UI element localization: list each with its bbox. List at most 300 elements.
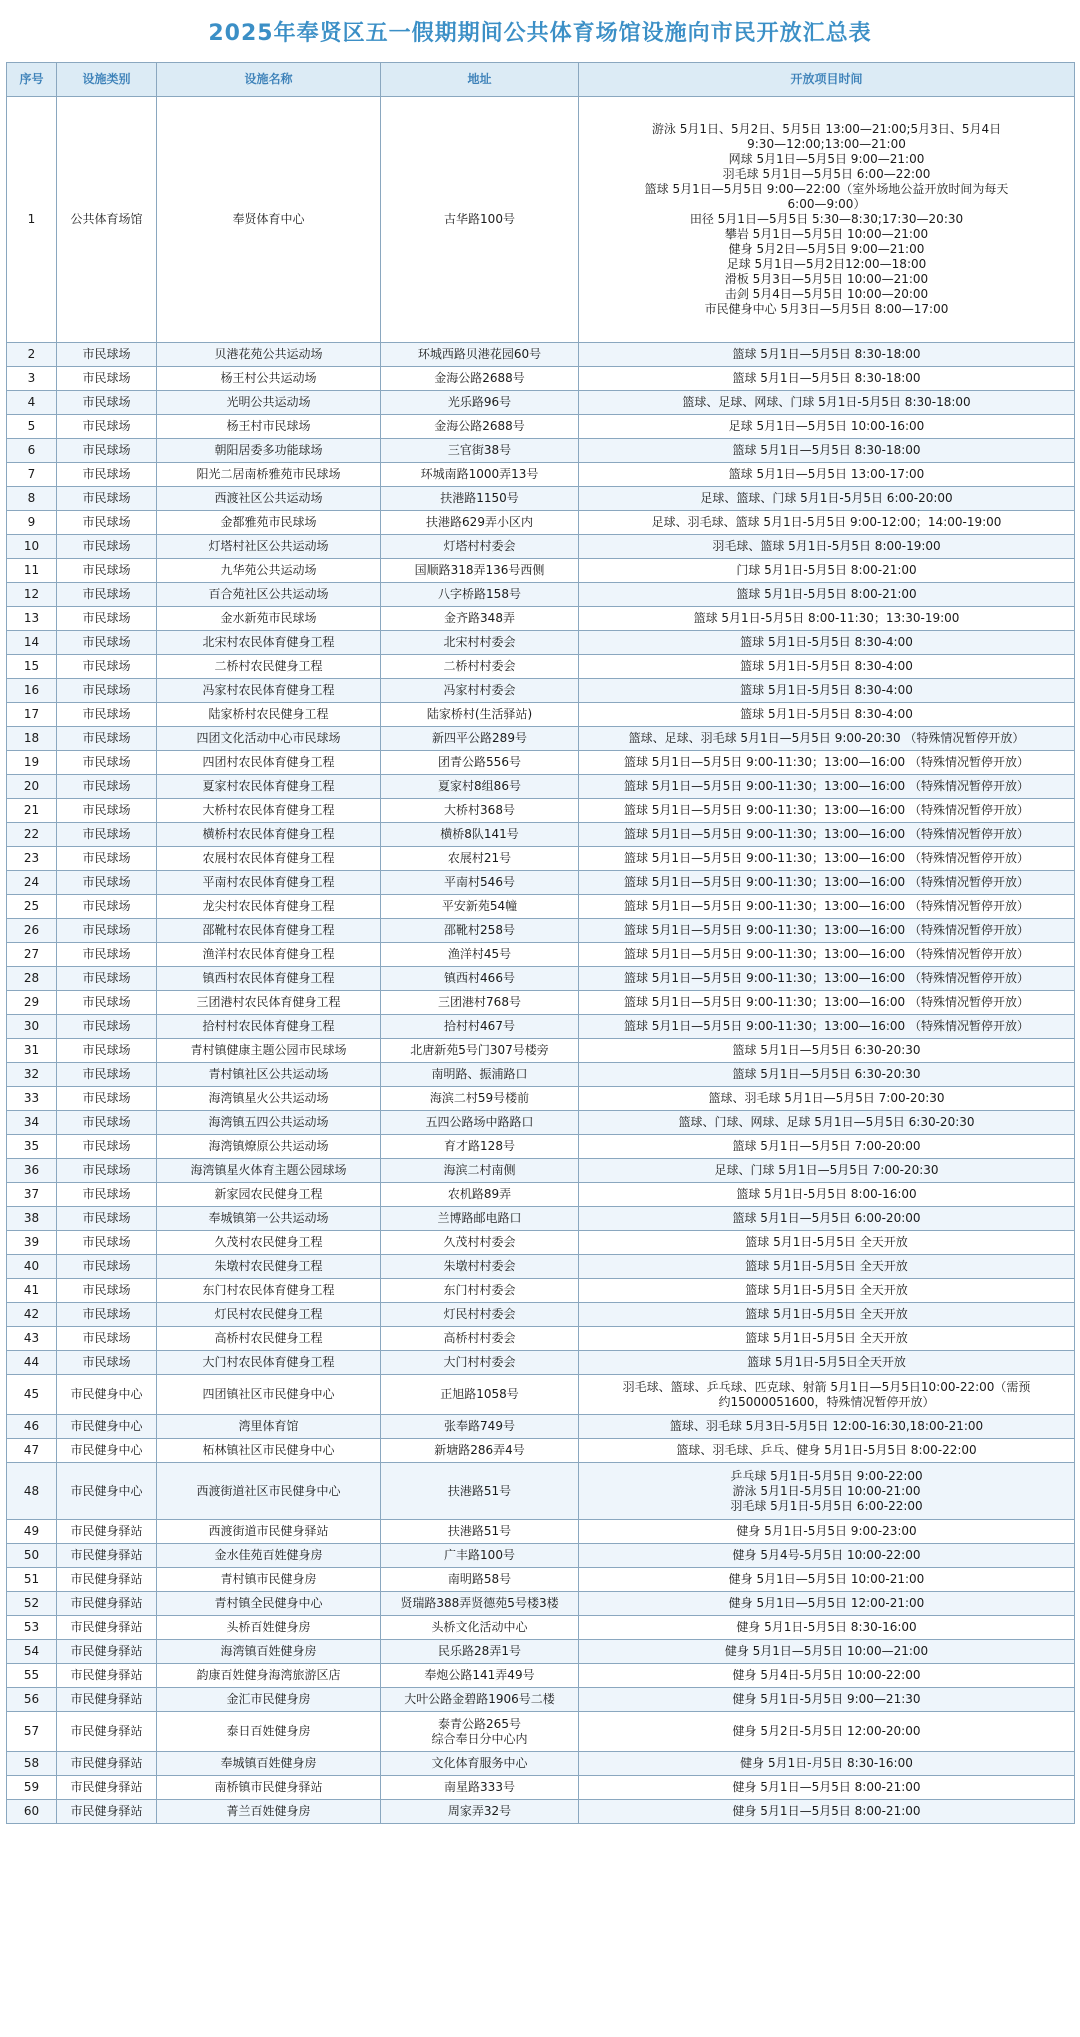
facility-name: 贝港花苑公共运动场	[157, 343, 381, 367]
address-line: 民乐路28弄1号	[438, 1644, 521, 1658]
facility-address	[381, 1544, 579, 1568]
address-line: 八字桥路158号	[438, 587, 521, 601]
row-number: 11	[7, 559, 57, 583]
facility-address	[381, 895, 579, 919]
address-line: 海滨二村59号楼前	[429, 1091, 530, 1105]
facility-name: 光明公共运动场	[157, 391, 381, 415]
facility-address	[381, 655, 579, 679]
opening-hours	[579, 463, 1075, 487]
opening-hours	[579, 727, 1075, 751]
row-number: 32	[7, 1063, 57, 1087]
facility-address	[381, 1568, 579, 1592]
table-row	[7, 991, 1075, 1015]
hours-line: 篮球 5月1日—5月5日 9:00-11:30；13:00—16:00 （特殊情况暂停开放）	[623, 779, 1029, 793]
facility-address	[381, 1279, 579, 1303]
facility-category: 市民球场	[57, 463, 157, 487]
opening-hours	[579, 919, 1075, 943]
row-number: 47	[7, 1439, 57, 1463]
facility-category: 市民球场	[57, 871, 157, 895]
facility-address	[381, 871, 579, 895]
address-line: 三团港村768号	[438, 995, 521, 1009]
row-number: 2	[7, 343, 57, 367]
row-number: 59	[7, 1776, 57, 1800]
row-number: 6	[7, 439, 57, 463]
facility-address	[381, 1039, 579, 1063]
hours-line: 网球 5月1日—5月5日 9:00—21:00	[728, 152, 925, 166]
table-row	[7, 799, 1075, 823]
facility-name: 北宋村农民体育健身工程	[157, 631, 381, 655]
hours-line: 篮球 5月1日—5月5日 13:00-17:00	[728, 467, 925, 481]
facility-name: 海湾镇燎原公共运动场	[157, 1135, 381, 1159]
table-row	[7, 1439, 1075, 1463]
facility-category: 市民健身驿站	[57, 1592, 157, 1616]
facility-name: 邵靴村农民体育健身工程	[157, 919, 381, 943]
address-line: 渔洋村45号	[447, 947, 512, 961]
hours-line: 篮球 5月1日—5月5日 9:00-11:30；13:00—16:00 （特殊情况暂停开放）	[623, 827, 1029, 841]
opening-hours	[579, 1800, 1075, 1824]
table-row	[7, 1327, 1075, 1351]
facility-name: 奉贤体育中心	[157, 97, 381, 343]
hours-line: 篮球 5月1日-5月5日 8:30-4:00	[740, 659, 913, 673]
address-line: 农机路89弄	[447, 1187, 512, 1201]
facility-category: 市民健身驿站	[57, 1640, 157, 1664]
facility-address	[381, 775, 579, 799]
hours-line: 篮球 5月1日-5月5日 8:30-4:00	[740, 707, 913, 721]
table-row	[7, 919, 1075, 943]
hours-line: 篮球、门球、网球、足球 5月1日—5月5日 6:30-20:30	[678, 1115, 975, 1129]
facility-category: 市民球场	[57, 919, 157, 943]
facility-category: 市民球场	[57, 559, 157, 583]
table-row	[7, 1183, 1075, 1207]
table-row	[7, 1463, 1075, 1520]
address-line: 金齐路348弄	[444, 611, 515, 625]
address-line: 育才路128号	[444, 1139, 515, 1153]
header-hours: 开放项目时间	[579, 63, 1075, 97]
hours-line: 健身 5月4日-5月5日 10:00-22:00	[732, 1668, 921, 1682]
hours-line: 滑板 5月3日—5月5日 10:00—21:00	[724, 272, 929, 286]
table-row	[7, 391, 1075, 415]
facility-category: 市民健身中心	[57, 1415, 157, 1439]
facility-address	[381, 1255, 579, 1279]
facility-category: 市民球场	[57, 1135, 157, 1159]
opening-hours	[579, 535, 1075, 559]
row-number: 26	[7, 919, 57, 943]
hours-line: 市民健身中心 5月3日—5月5日 8:00—17:00	[704, 302, 949, 316]
facility-name: 东门村农民体育健身工程	[157, 1279, 381, 1303]
row-number: 31	[7, 1039, 57, 1063]
table-body	[7, 97, 1075, 1824]
hours-line: 篮球 5月1日—5月5日 9:00-11:30；13:00—16:00 （特殊情况暂停开放）	[623, 851, 1029, 865]
hours-line: 篮球 5月1日-5月5日 全天开放	[745, 1259, 908, 1273]
facility-category: 市民球场	[57, 703, 157, 727]
row-number: 29	[7, 991, 57, 1015]
address-line: 扶港路629弄小区内	[426, 515, 533, 529]
opening-hours	[579, 703, 1075, 727]
table-row	[7, 751, 1075, 775]
opening-hours	[579, 775, 1075, 799]
address-line: 农展村21号	[447, 851, 512, 865]
table-row	[7, 1592, 1075, 1616]
opening-hours	[579, 1135, 1075, 1159]
hours-line: 篮球 5月1日-5月5日 8:00-21:00	[736, 587, 917, 601]
facility-address	[381, 1800, 579, 1824]
facility-category: 市民球场	[57, 631, 157, 655]
facility-address	[381, 487, 579, 511]
facility-category: 市民球场	[57, 439, 157, 463]
table-row	[7, 1712, 1075, 1752]
address-line: 金海公路2688号	[434, 419, 525, 433]
facility-address	[381, 919, 579, 943]
facility-name: 西渡街道市民健身驿站	[157, 1520, 381, 1544]
address-line: 兰博路邮电路口	[437, 1211, 522, 1225]
facility-address	[381, 823, 579, 847]
hours-line: 健身 5月1日-5月5日 9:00—21:30	[732, 1692, 921, 1706]
opening-hours	[579, 823, 1075, 847]
facility-category: 市民球场	[57, 1207, 157, 1231]
facility-name: 冯家村农民体育健身工程	[157, 679, 381, 703]
row-number: 37	[7, 1183, 57, 1207]
address-line: 团青公路556号	[438, 755, 521, 769]
address-line: 夏家村8组86号	[438, 779, 521, 793]
facility-address	[381, 1463, 579, 1520]
opening-hours	[579, 415, 1075, 439]
summary-table	[6, 62, 1075, 1824]
facility-address	[381, 1063, 579, 1087]
facility-address	[381, 1688, 579, 1712]
table-row	[7, 1135, 1075, 1159]
facility-address	[381, 1415, 579, 1439]
facility-address	[381, 1640, 579, 1664]
opening-hours	[579, 1439, 1075, 1463]
facility-name: 百合苑社区公共运动场	[157, 583, 381, 607]
row-number: 48	[7, 1463, 57, 1520]
table-row	[7, 1568, 1075, 1592]
hours-line: 篮球 5月1日—5月5日 9:00-11:30；13:00—16:00 （特殊情况暂停开放）	[623, 1019, 1029, 1033]
address-line: 东门村村委会	[443, 1283, 516, 1297]
facility-address	[381, 679, 579, 703]
facility-category: 市民球场	[57, 1039, 157, 1063]
table-row	[7, 1111, 1075, 1135]
address-line: 二桥村村委会	[443, 659, 516, 673]
address-line: 平安新苑54幢	[441, 899, 518, 913]
row-number: 46	[7, 1415, 57, 1439]
opening-hours	[579, 607, 1075, 631]
hours-line: 健身 5月1日—5月5日 12:00-21:00	[728, 1596, 925, 1610]
facility-category: 市民球场	[57, 1063, 157, 1087]
facility-name: 平南村农民体育健身工程	[157, 871, 381, 895]
hours-line: 健身 5月1日-月5日 8:30-16:00	[740, 1756, 913, 1770]
facility-address	[381, 1327, 579, 1351]
opening-hours	[579, 343, 1075, 367]
address-line: 北宋村村委会	[443, 635, 516, 649]
hours-line: 篮球 5月1日—5月5日 9:00—22:00（室外场地公益开放时间为每天	[644, 182, 1009, 196]
facility-address	[381, 1712, 579, 1752]
table-row	[7, 1544, 1075, 1568]
hours-line: 羽毛球、篮球 5月1日-5月5日 8:00-19:00	[712, 539, 941, 553]
facility-address	[381, 799, 579, 823]
facility-category: 市民球场	[57, 1087, 157, 1111]
hours-line: 健身 5月1日-5月5日 9:00-23:00	[736, 1524, 917, 1538]
hours-line: 篮球 5月1日—5月5日 6:30-20:30	[732, 1067, 921, 1081]
opening-hours	[579, 1664, 1075, 1688]
facility-name: 四团村农民体育健身工程	[157, 751, 381, 775]
hours-line: 篮球 5月1日-5月5日 8:00-16:00	[736, 1187, 917, 1201]
facility-name: 四团镇社区市民健身中心	[157, 1375, 381, 1415]
facility-category: 市民球场	[57, 1327, 157, 1351]
facility-address	[381, 97, 579, 343]
row-number: 23	[7, 847, 57, 871]
address-line: 广丰路100号	[444, 1548, 515, 1562]
facility-name: 杨王村市民球场	[157, 415, 381, 439]
facility-category: 市民球场	[57, 1231, 157, 1255]
facility-name: 渔洋村农民体育健身工程	[157, 943, 381, 967]
facility-name: 灯塔村社区公共运动场	[157, 535, 381, 559]
opening-hours	[579, 1544, 1075, 1568]
opening-hours	[579, 1351, 1075, 1375]
hours-line: 约15000051600，特殊情况暂停开放）	[718, 1394, 935, 1409]
table-row	[7, 463, 1075, 487]
row-number: 30	[7, 1015, 57, 1039]
table-row	[7, 487, 1075, 511]
facility-name: 海湾镇五四公共运动场	[157, 1111, 381, 1135]
table-row	[7, 343, 1075, 367]
address-line: 拾村村467号	[444, 1019, 515, 1033]
facility-name: 海湾镇星火体育主题公园球场	[157, 1159, 381, 1183]
header-category: 设施类别	[57, 63, 157, 97]
opening-hours	[579, 1640, 1075, 1664]
address-line: 大门村村委会	[443, 1355, 516, 1369]
opening-hours	[579, 511, 1075, 535]
facility-name: 拾村村农民体育健身工程	[157, 1015, 381, 1039]
table-row	[7, 1087, 1075, 1111]
facility-name: 海湾镇星火公共运动场	[157, 1087, 381, 1111]
facility-name: 农展村农民体育健身工程	[157, 847, 381, 871]
hours-line: 击剑 5月4日—5月5日 10:00—20:00	[724, 287, 929, 301]
facility-name: 朝阳居委多功能球场	[157, 439, 381, 463]
address-line: 久茂村村委会	[443, 1235, 516, 1249]
facility-category: 市民球场	[57, 655, 157, 679]
hours-line: 健身 5月4号-5月5日 10:00-22:00	[732, 1548, 921, 1562]
facility-category: 市民健身驿站	[57, 1688, 157, 1712]
hours-line: 足球、篮球、门球 5月1日-5月5日 6:00-20:00	[700, 491, 953, 505]
table-row	[7, 1688, 1075, 1712]
opening-hours	[579, 1183, 1075, 1207]
opening-hours	[579, 1327, 1075, 1351]
hours-line: 篮球 5月1日—5月5日 8:30-18:00	[732, 443, 921, 457]
hours-line: 篮球 5月1日—5月5日 9:00-11:30；13:00—16:00 （特殊情况暂停开放）	[623, 755, 1029, 769]
opening-hours	[579, 583, 1075, 607]
facility-category: 市民球场	[57, 751, 157, 775]
address-line: 周家弄32号	[447, 1804, 512, 1818]
hours-line: 9:30—12:00;13:00—21:00	[747, 137, 906, 151]
facility-category: 市民球场	[57, 391, 157, 415]
address-line: 大叶公路金碧路1906号二楼	[404, 1692, 555, 1706]
facility-address	[381, 1776, 579, 1800]
table-row	[7, 1207, 1075, 1231]
facility-name: 大桥村农民体育健身工程	[157, 799, 381, 823]
table-row	[7, 607, 1075, 631]
facility-category: 市民球场	[57, 991, 157, 1015]
facility-name: 龙尖村农民体育健身工程	[157, 895, 381, 919]
row-number: 18	[7, 727, 57, 751]
facility-address	[381, 1752, 579, 1776]
table-row	[7, 871, 1075, 895]
hours-line: 篮球、足球、羽毛球 5月1日—5月5日 9:00-20:30 （特殊情况暂停开放）	[628, 731, 1025, 745]
hours-line: 健身 5月1日-5月5日 8:30-16:00	[736, 1620, 917, 1634]
facility-category: 市民健身中心	[57, 1463, 157, 1520]
facility-name: 奉城镇第一公共运动场	[157, 1207, 381, 1231]
facility-name: 青村镇社区公共运动场	[157, 1063, 381, 1087]
table-row	[7, 511, 1075, 535]
table-row	[7, 655, 1075, 679]
address-line: 南明路58号	[447, 1572, 512, 1586]
facility-category: 市民健身驿站	[57, 1712, 157, 1752]
hours-line: 健身 5月1日—5月5日 10:00—21:00	[724, 1644, 929, 1658]
hours-line: 攀岩 5月1日—5月5日 10:00—21:00	[724, 227, 929, 241]
header-row	[7, 63, 1075, 97]
facility-category: 市民健身中心	[57, 1439, 157, 1463]
address-line: 头桥文化活动中心	[431, 1620, 528, 1634]
table-row	[7, 367, 1075, 391]
hours-line: 健身 5月2日—5月5日 9:00—21:00	[728, 242, 925, 256]
address-line: 环城西路贝港花园60号	[417, 347, 542, 361]
hours-line: 足球 5月1日—5月5日 10:00-16:00	[728, 419, 925, 433]
address-line: 南星路333号	[444, 1780, 515, 1794]
table-row	[7, 943, 1075, 967]
hours-line: 篮球 5月1日—5月5日 9:00-11:30；13:00—16:00 （特殊情况暂停开放）	[623, 803, 1029, 817]
opening-hours	[579, 631, 1075, 655]
address-line: 新塘路286弄4号	[434, 1443, 525, 1457]
facility-address	[381, 391, 579, 415]
facility-address	[381, 1439, 579, 1463]
address-line: 海滨二村南侧	[443, 1163, 516, 1177]
facility-name: 高桥村农民健身工程	[157, 1327, 381, 1351]
facility-category: 市民球场	[57, 1351, 157, 1375]
facility-category: 市民健身驿站	[57, 1568, 157, 1592]
hours-line: 篮球 5月1日-5月5日全天开放	[747, 1355, 906, 1369]
opening-hours	[579, 1111, 1075, 1135]
table-row	[7, 1039, 1075, 1063]
hours-line: 游泳 5月1日-5月5日 10:00-21:00	[732, 1483, 921, 1498]
row-number: 24	[7, 871, 57, 895]
row-number: 4	[7, 391, 57, 415]
row-number: 25	[7, 895, 57, 919]
hours-line: 羽毛球、篮球、乒乓球、匹克球、射箭 5月1日—5月5日10:00-22:00（需预	[622, 1379, 1031, 1394]
hours-line: 门球 5月1日-5月5日 8:00-21:00	[736, 563, 917, 577]
row-number: 52	[7, 1592, 57, 1616]
facility-name: 灯民村农民健身工程	[157, 1303, 381, 1327]
hours-line: 篮球 5月1日—5月5日 7:00-20:00	[732, 1139, 921, 1153]
opening-hours	[579, 1752, 1075, 1776]
address-line: 冯家村村委会	[443, 683, 516, 697]
address-line: 光乐路96号	[447, 395, 512, 409]
facility-name: 金水佳苑百姓健身房	[157, 1544, 381, 1568]
document-title: 2025年奉贤区五一假期期间公共体育场馆设施向市民开放汇总表	[208, 21, 872, 46]
facility-category: 市民球场	[57, 535, 157, 559]
hours-line: 篮球 5月1日-5月5日 全天开放	[745, 1235, 908, 1249]
facility-name: 三团港村农民体育健身工程	[157, 991, 381, 1015]
opening-hours	[579, 1592, 1075, 1616]
row-number: 9	[7, 511, 57, 535]
address-line: 文化体育服务中心	[431, 1756, 528, 1770]
opening-hours	[579, 1303, 1075, 1327]
table-row	[7, 535, 1075, 559]
row-number: 14	[7, 631, 57, 655]
table-row	[7, 439, 1075, 463]
facility-category: 市民健身驿站	[57, 1776, 157, 1800]
hours-line: 篮球 5月1日—5月5日 6:00-20:00	[732, 1211, 921, 1225]
facility-address	[381, 1351, 579, 1375]
header-no: 序号	[7, 63, 57, 97]
address-line: 张奉路749号	[444, 1419, 515, 1433]
facility-address	[381, 367, 579, 391]
facility-name: 金汇市民健身房	[157, 1688, 381, 1712]
hours-line: 篮球 5月1日-5月5日 全天开放	[745, 1331, 908, 1345]
table-row	[7, 1776, 1075, 1800]
opening-hours	[579, 97, 1075, 343]
facility-address	[381, 1520, 579, 1544]
facility-address	[381, 847, 579, 871]
table-row	[7, 703, 1075, 727]
facility-name: 西渡社区公共运动场	[157, 487, 381, 511]
facility-name: 镇西村农民体育健身工程	[157, 967, 381, 991]
address-line: 古华路100号	[444, 212, 515, 226]
address-line: 金海公路2688号	[434, 371, 525, 385]
facility-category: 市民球场	[57, 511, 157, 535]
row-number: 19	[7, 751, 57, 775]
address-line: 扶港路1150号	[440, 491, 519, 505]
facility-name: 柘林镇社区市民健身中心	[157, 1439, 381, 1463]
table-row	[7, 1415, 1075, 1439]
row-number: 33	[7, 1087, 57, 1111]
hours-line: 篮球 5月1日—5月5日 9:00-11:30；13:00—16:00 （特殊情况暂停开放）	[623, 923, 1029, 937]
hours-line: 足球 5月1日—5月2日12:00—18:00	[726, 257, 927, 271]
row-number: 44	[7, 1351, 57, 1375]
facility-address	[381, 343, 579, 367]
facility-address	[381, 415, 579, 439]
facility-category: 市民健身驿站	[57, 1664, 157, 1688]
row-number: 27	[7, 943, 57, 967]
opening-hours	[579, 967, 1075, 991]
opening-hours	[579, 1776, 1075, 1800]
address-line: 泰青公路265号	[438, 1716, 521, 1731]
table-row	[7, 1752, 1075, 1776]
row-number: 5	[7, 415, 57, 439]
row-number: 42	[7, 1303, 57, 1327]
address-line: 三官街38号	[447, 443, 512, 457]
facility-name: 九华苑公共运动场	[157, 559, 381, 583]
row-number: 12	[7, 583, 57, 607]
facility-name: 菁兰百姓健身房	[157, 1800, 381, 1824]
address-line: 横桥8队141号	[440, 827, 519, 841]
hours-line: 游泳 5月1日、5月2日、5月5日 13:00—21:00;5月3日、5月4日	[651, 122, 1002, 136]
row-number: 55	[7, 1664, 57, 1688]
hours-line: 田径 5月1日—5月5日 5:30—8:30;17:30—20:30	[689, 212, 964, 226]
opening-hours	[579, 1087, 1075, 1111]
facility-name: 金水新苑市民球场	[157, 607, 381, 631]
facility-name: 横桥村农民体育健身工程	[157, 823, 381, 847]
facility-category: 市民球场	[57, 607, 157, 631]
opening-hours	[579, 1415, 1075, 1439]
facility-address	[381, 727, 579, 751]
facility-category: 市民球场	[57, 367, 157, 391]
row-number: 21	[7, 799, 57, 823]
table-row	[7, 1063, 1075, 1087]
opening-hours	[579, 1015, 1075, 1039]
facility-address	[381, 1111, 579, 1135]
facility-address	[381, 631, 579, 655]
facility-name: 南桥镇市民健身驿站	[157, 1776, 381, 1800]
